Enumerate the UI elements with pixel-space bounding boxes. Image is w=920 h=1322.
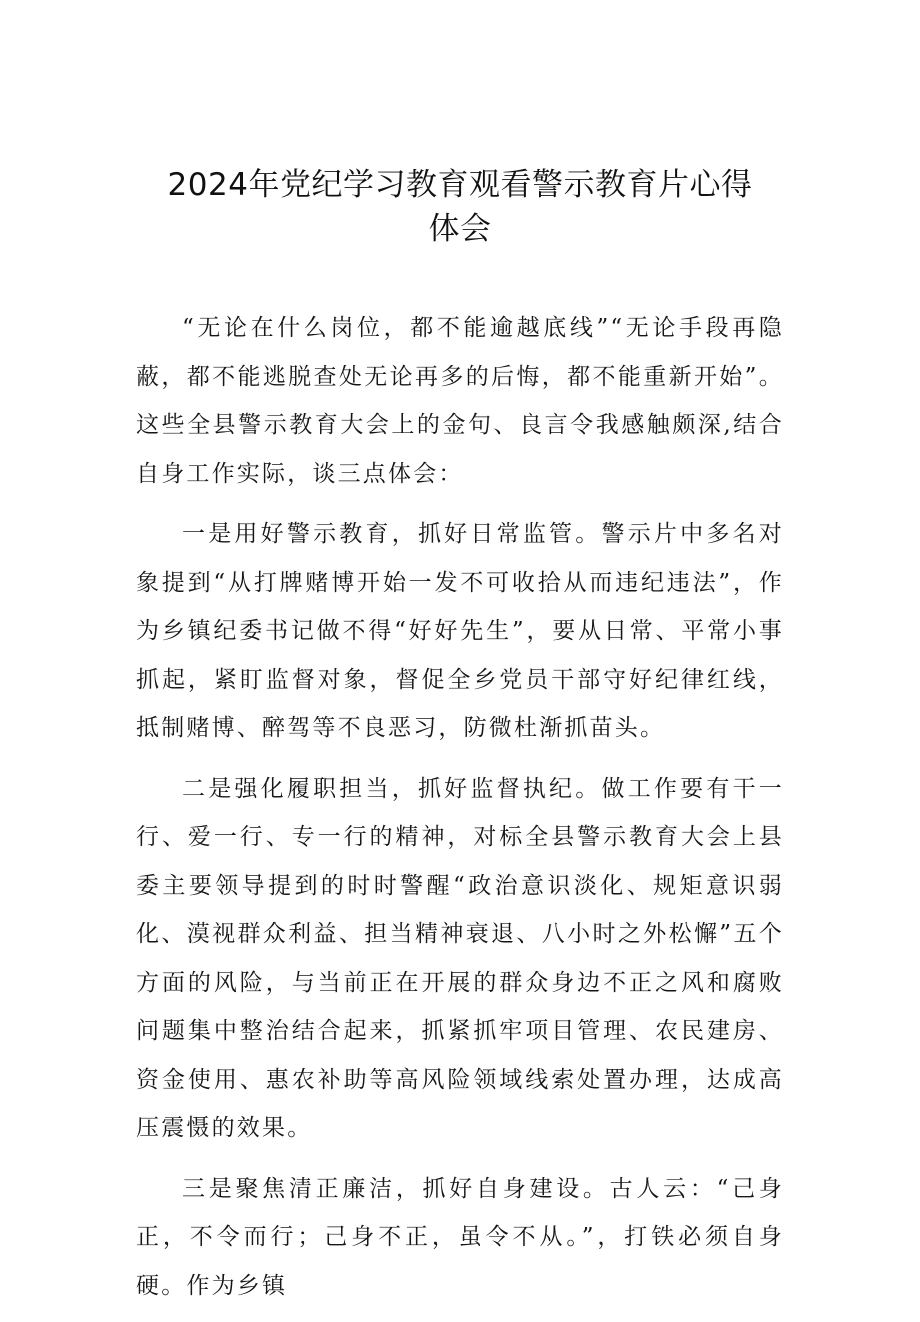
paragraph-intro: “无论在什么岗位，都不能逾越底线”“无论手段再隐蔽，都不能逃脱查处无论再多的后悔，都不能重新开始”。这些全县警示教育大会上的金句、良言令我感触颇深,结合自身工作实际，谈三点体会： (136, 315, 784, 487)
document-title (120, 163, 800, 251)
paragraph-point-one: 一是用好警示教育，抓好日常监管。警示片中多名对象提到“从打牌赌博开始一发不可收拾从而违纪违法”，作为乡镇纪委书记做不得“好好先生”，要从日常、平常小事抓起，紧盯监督对象，督促全乡党员干部守好纪律红线，抵制赌博、醉驾等不良恶习，防微杜渐抓苗头。 (136, 521, 784, 741)
document-body (136, 304, 784, 1322)
title-line-1: 2024年党纪学习教育观看警示教育片心得 (167, 167, 753, 203)
paragraph-point-two: 二是强化履职担当，抓好监督执纪。做工作要有干一行、爱一行、专一行的精神，对标全县警示教育大会上县委主要领导提到的时时警醒“政治意识淡化、规矩意识弱化、漠视群众利益、担当精神衰退、八小时之外松懈”五个方面的风险，与当前正在开展的群众身边不正之风和腐败问题集中整治结合起来，抓紧抓牢项目管理、农民建房、资金使用、惠农补助等高风险领域线索处置办理，达成高压震慑的效果。 (136, 775, 784, 1141)
paragraph-point-three: 三是聚焦清正廉洁，抓好自身建设。古人云：“己身正，不令而行；己身不正，虽令不从。”，打铁必须自身硬。作为乡镇 (136, 1175, 784, 1299)
title-line-2: 体会 (428, 211, 492, 247)
